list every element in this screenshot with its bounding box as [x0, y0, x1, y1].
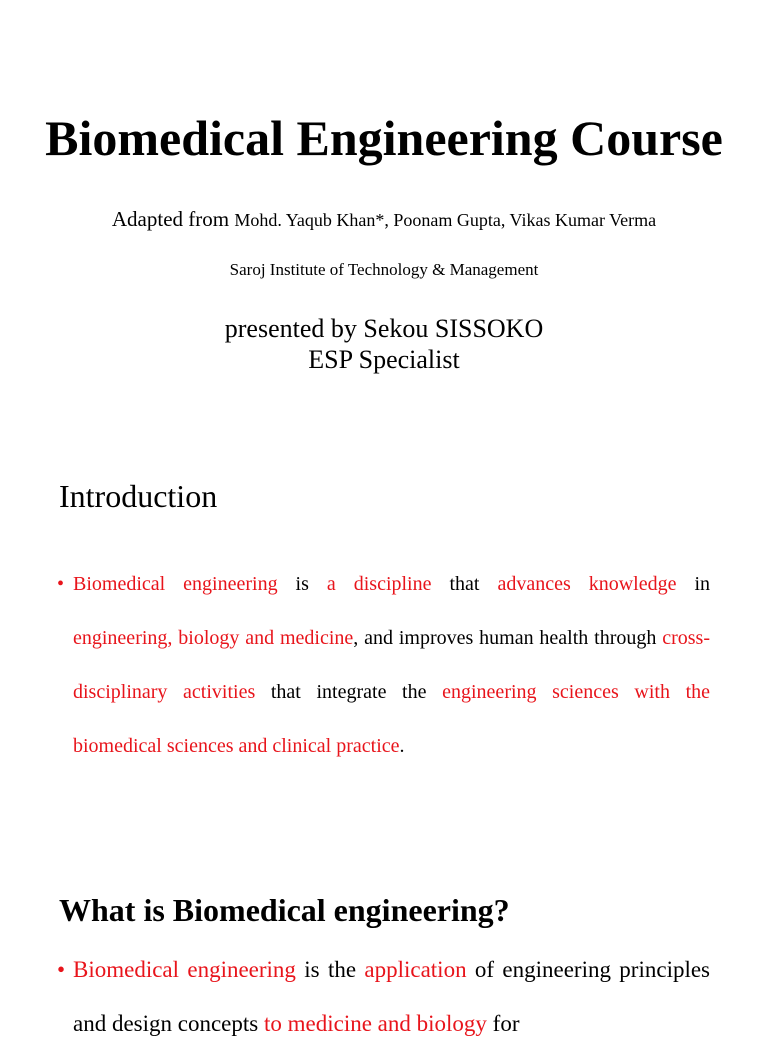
what-is-paragraph — [57, 943, 711, 1051]
bullet-icon: • — [57, 957, 66, 982]
bullet-icon: • — [57, 573, 65, 595]
institute: Saroj Institute of Technology & Management — [229, 260, 539, 279]
introduction-heading: Introduction — [59, 478, 218, 514]
highlight-text: engineering, biology and medicine — [73, 627, 354, 649]
body-text: of engineering principles and design concepts — [73, 957, 711, 1036]
adapted-prefix: Adapted from — [111, 207, 235, 231]
body-text: for — [486, 1011, 520, 1036]
body-text: . — [399, 735, 405, 757]
body-text: is — [277, 573, 327, 595]
highlight-text: advances knowledge — [497, 573, 677, 595]
body-text: in — [676, 573, 711, 595]
authors: Mohd. Yaqub Khan*, Poonam Gupta, Vikas Kumar Verma — [234, 210, 657, 230]
highlight-text: a discipline — [326, 573, 432, 595]
highlight-text: cross-disciplinary activities — [73, 627, 710, 703]
highlight-text: to medicine and biology — [263, 1011, 487, 1036]
highlight-text: Biomedical engineering — [73, 957, 296, 982]
highlight-text: application — [364, 957, 467, 982]
adapted-from-line — [0, 206, 768, 233]
body-text: , and improves human health through — [353, 627, 663, 649]
introduction-paragraph — [57, 557, 711, 773]
body-text: that integrate the — [255, 681, 443, 703]
highlight-text: engineering sciences with the biomedical sciences and clinical practice — [73, 681, 711, 757]
presenter-name: presented by Sekou SISSOKO — [224, 314, 544, 343]
presenter-block — [0, 313, 768, 375]
what-is-heading: What is Biomedical engineering? — [59, 892, 510, 928]
body-text: that — [431, 573, 498, 595]
page-title: Biomedical Engineering Course — [45, 110, 723, 166]
body-text: is the — [295, 957, 365, 982]
presenter-role: ESP Specialist — [308, 345, 460, 374]
highlight-text: Biomedical engineering — [73, 573, 278, 595]
